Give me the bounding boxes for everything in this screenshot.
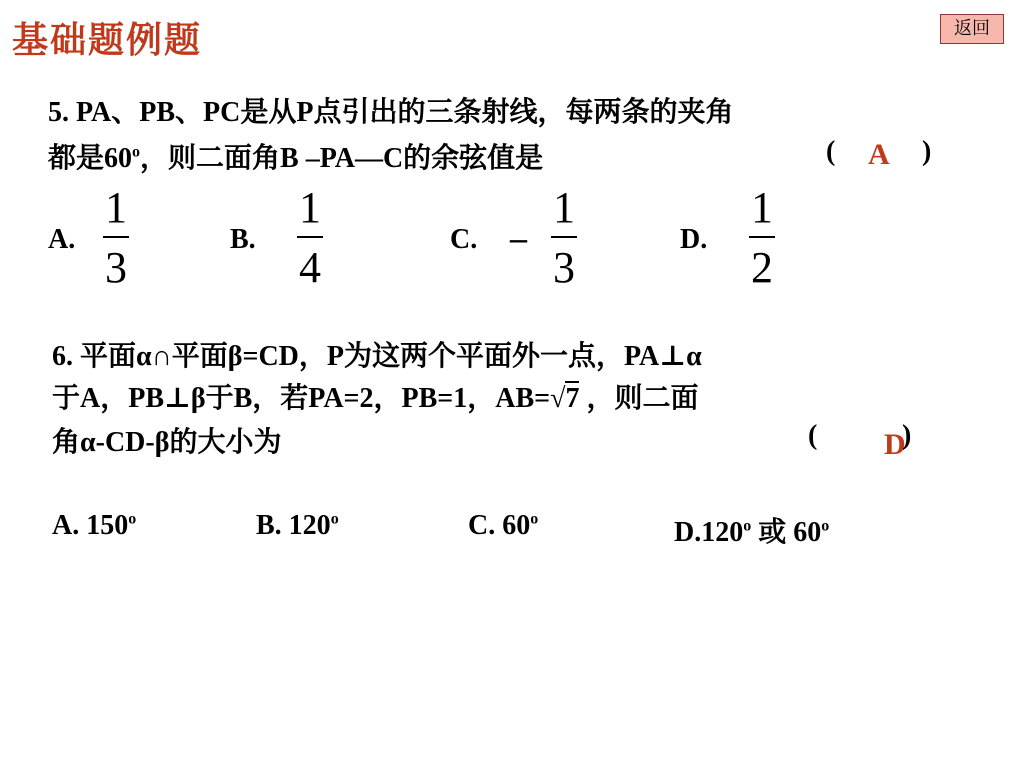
q6-option-a [52,510,136,542]
q6-line2 [52,376,698,416]
q6-line2-part1: 于A，PB⊥β于B，若PA=2，PB=1，AB=√ [52,383,566,414]
fraction-bar [749,236,775,238]
q5-line2-part2: ，则二面角B –PA—C的余弦值是 [140,143,544,174]
q5-option-c-label: C. [450,224,478,255]
q6-answer: D [884,428,906,461]
q5-option-b-fraction [288,184,332,292]
fraction-denominator: 3 [553,243,575,292]
degree-sup: o [821,517,830,535]
q5-option-c-sign: – [510,220,527,257]
q6-option-b-text: B. 120 [256,510,331,541]
fraction-numerator: 1 [751,183,773,232]
q5-answer: A [868,138,890,171]
q5-option-d-label: D. [680,224,708,255]
fraction-denominator: 3 [105,243,127,292]
q5-line1: 5. PA、PB、PC是从P点引出的三条射线，每两条的夹角 [48,97,734,128]
q6-paren-open: ( [808,420,818,451]
fraction-numerator: 1 [553,183,575,232]
q5-option-b-label: B. [230,224,256,255]
fraction-numerator: 1 [299,183,321,232]
q5-line2 [48,136,543,176]
fraction-numerator: 1 [105,183,127,232]
q6-line1: 6. 平面α∩平面β=CD，P为这两个平面外一点，PA⊥α [52,341,702,372]
degree-sup: o [132,143,141,161]
q5-paren-close: ) [922,136,932,167]
degree-sup: o [128,510,137,528]
fraction-denominator: 4 [299,243,321,292]
back-button[interactable]: 返回 [940,14,1004,44]
q6-option-d [674,510,829,550]
q6-option-c [468,510,538,542]
degree-sup: o [530,510,539,528]
q5-option-a-label: A. [48,224,76,255]
fraction-bar [551,236,577,238]
q5-option-a-fraction [94,184,138,292]
page-title: 基础题例题 [12,19,203,61]
q5-paren-open: ( [826,136,836,167]
q5-option-d-fraction [740,184,784,292]
q6-line3: 角α-CD-β的大小为 [52,427,282,458]
q6-option-c-text: C. 60 [468,510,531,541]
fraction-bar [297,236,323,238]
q5-option-c-fraction [542,184,586,292]
q5-line2-part1: 都是60 [48,143,133,174]
sqrt-radicand: 7 [565,383,580,414]
degree-sup: o [330,510,339,528]
degree-sup: o [743,517,752,535]
fraction-bar [103,236,129,238]
q6-option-d-text: D.120 [674,517,744,548]
fraction-denominator: 2 [751,243,773,292]
q6-option-d-text2: 或 60 [751,517,822,548]
q6-paren-close: ) [902,420,912,451]
q6-option-b [256,510,339,542]
q6-option-a-text: A. 150 [52,510,129,541]
q6-line2-part2: ，则二面 [579,383,699,414]
